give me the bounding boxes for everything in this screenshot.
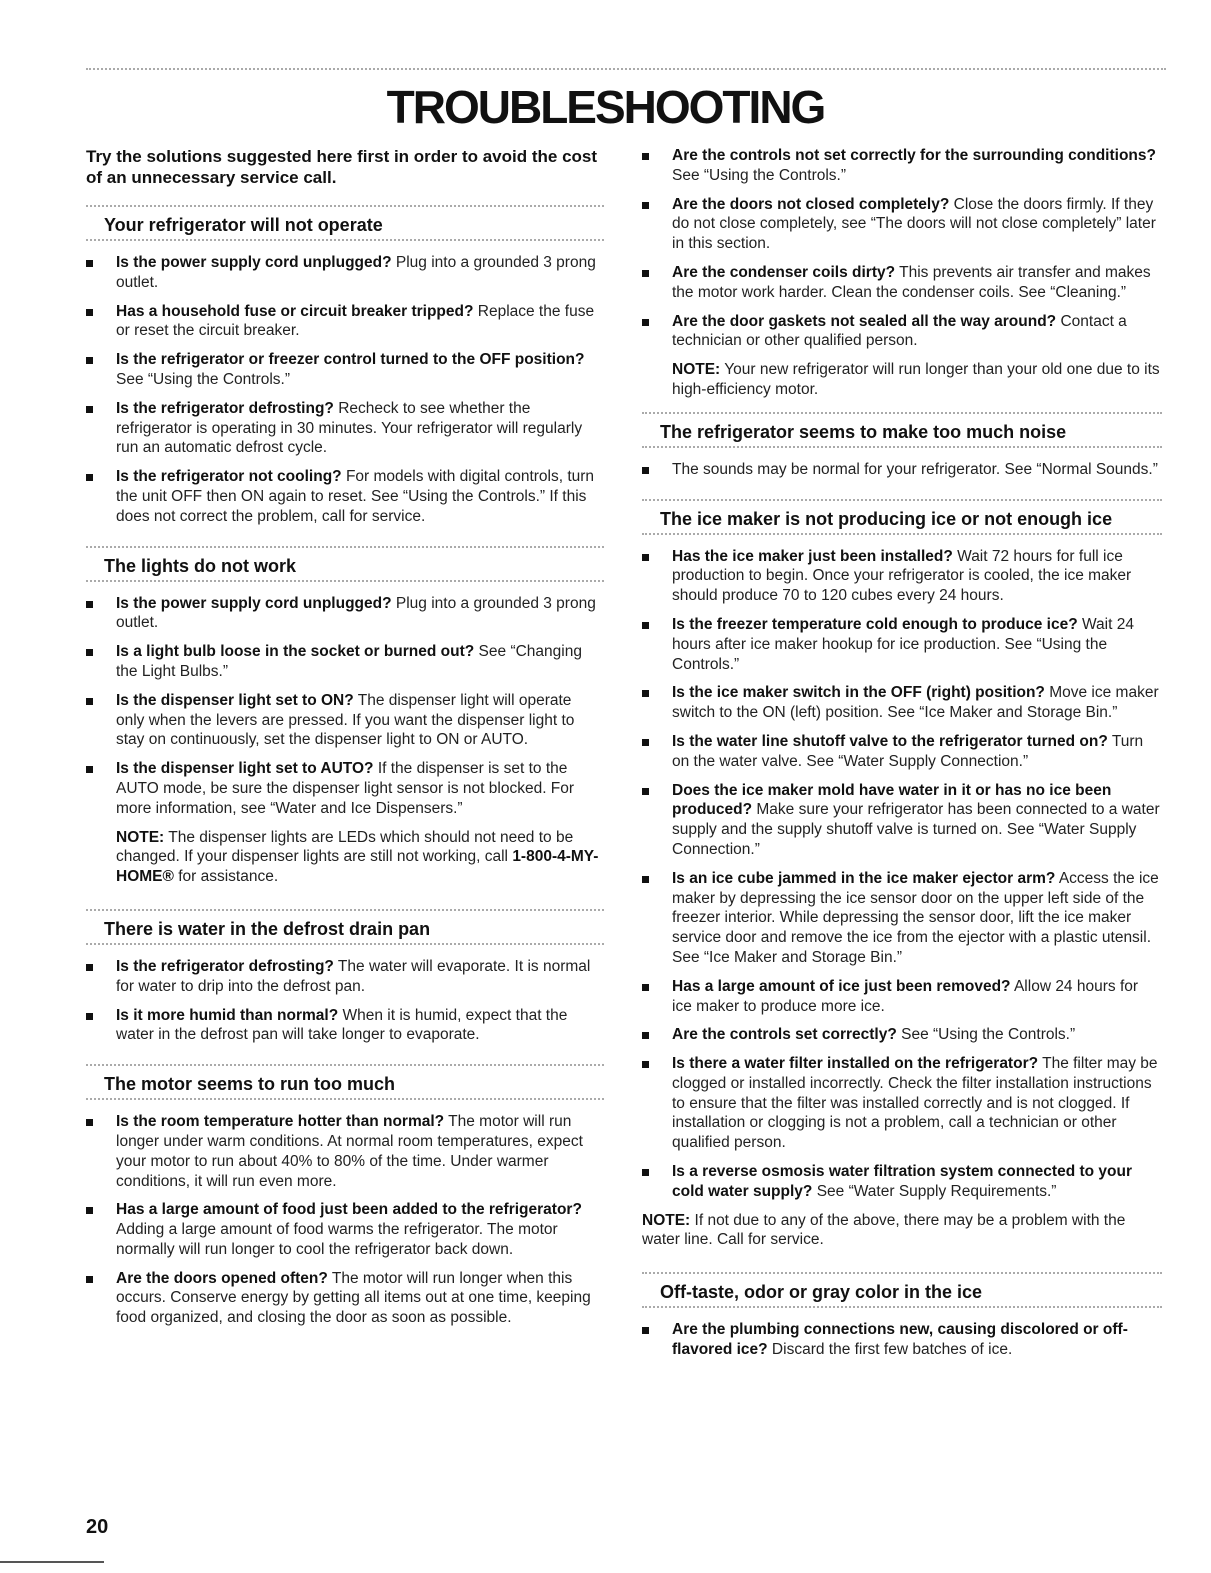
bullet-icon: [642, 467, 649, 474]
section-gap: [86, 1337, 604, 1347]
answer: The dispenser light will operate only when the levers are pressed. If you want the dispenser light to stay on continuously, set the dispenser light to ON or AUTO.: [116, 691, 575, 749]
list-item: [642, 195, 1162, 254]
bullet-icon: [642, 1032, 649, 1039]
bullet-icon: [642, 739, 649, 746]
question: Are the condenser coils dirty?: [672, 263, 896, 281]
bullet-icon: [86, 1207, 93, 1214]
question: Does the ice maker mold have water in it or has no ice been produced?: [672, 781, 1112, 819]
answer: Allow 24 hours for ice maker to produce more ice.: [672, 977, 1139, 1015]
list-item: [642, 869, 1162, 968]
troubleshoot-section: [86, 909, 604, 1064]
answer: When it is humid, expect that the water in the defrost pan will take longer to evaporate.: [116, 1006, 568, 1044]
question: Is a light bulb loose in the socket or burned out?: [116, 643, 475, 661]
bullet-icon: [642, 788, 649, 795]
answer: The sounds may be normal for your refrigerator. See “Normal Sounds.”: [672, 460, 1158, 478]
right-sections: [642, 412, 1162, 1379]
section-list: [642, 547, 1162, 1202]
section-heading: The lights do not work: [86, 546, 604, 582]
note-text-after: for assistance.: [173, 868, 279, 886]
bullet-icon: [86, 406, 93, 413]
top-divider: [86, 68, 1166, 70]
motor-note: [642, 360, 1162, 400]
bullet-icon: [642, 1169, 649, 1176]
answer: Recheck to see whether the refrigerator is operating in 30 minutes. Your refrigerator will regularly run an automatic defrost cycle.: [116, 399, 583, 457]
answer: Wait 24 hours after ice maker hookup for ice production. See “Using the Controls.”: [672, 615, 1134, 673]
list-item: [86, 957, 604, 997]
bullet-icon: [86, 260, 93, 267]
list-item: [642, 1162, 1162, 1202]
bullet-icon: [642, 622, 649, 629]
question: Is the dispenser light set to ON?: [116, 691, 354, 709]
bullet-icon: [86, 309, 93, 316]
question: Are the door gaskets not sealed all the way around?: [672, 312, 1057, 330]
section-list: [86, 594, 604, 819]
list-item: [86, 467, 604, 526]
phone-number: 1-800-4-MY-HOME®: [116, 848, 599, 886]
bullet-icon: [642, 554, 649, 561]
section-gap: [86, 536, 604, 546]
question: Is the room temperature hotter than normal?: [116, 1113, 445, 1131]
troubleshoot-section: [86, 205, 604, 546]
answer: Access the ice maker by depressing the ice sensor door on the upper left side of the freezer interior. While depressing the sensor door, lift the ice maker service door and remove the ice from the ejector with a plastic utensil. See “Ice Maker and Storage Bin.”: [672, 869, 1159, 966]
answer: This prevents air transfer and makes the motor work harder. Clean the condenser coils. See “Cleaning.”: [672, 263, 1151, 301]
list-item: [642, 460, 1162, 480]
section-heading: Off-taste, odor or gray color in the ice: [642, 1272, 1162, 1308]
bullet-icon: [86, 1276, 93, 1283]
section-list: [86, 253, 604, 527]
bullet-icon: [642, 319, 649, 326]
question: Is the ice maker switch in the OFF (right) position?: [672, 684, 1045, 702]
answer: Move ice maker switch to the ON (left) position. See “Ice Maker and Storage Bin.”: [672, 684, 1159, 722]
answer: Contact a technician or other qualified person.: [672, 312, 1127, 350]
bullet-icon: [642, 153, 649, 160]
troubleshoot-section: [642, 412, 1162, 499]
question: Is an ice cube jammed in the ice maker ejector arm?: [672, 869, 1056, 887]
section-heading: There is water in the defrost drain pan: [86, 909, 604, 945]
list-item: [642, 683, 1162, 723]
answer: Plug into a grounded 3 prong outlet.: [116, 254, 596, 291]
answer: Discard the first few batches of ice.: [767, 1341, 1013, 1359]
answer: The filter may be clogged or installed incorrectly. Check the filter installation instructions to ensure that the filter was installed correctly and is not clogged. If installation or clogging is not a problem, call a technician or other qualified person.: [672, 1055, 1158, 1152]
answer: Close the doors firmly. If they do not close completely, see “The doors will not close completely” later in this section.: [672, 195, 1156, 253]
question: Is the water line shutoff valve to the refrigerator turned on?: [672, 732, 1108, 750]
list-item: [86, 302, 604, 342]
answer: If the dispenser is set to the AUTO mode, be sure the dispenser light sensor is not blocked. For more information, see “Water and Ice Dispensers.”: [116, 760, 575, 817]
list-item: [86, 1269, 604, 1328]
answer: Turn on the water valve. See “Water Supply Connection.”: [672, 732, 1144, 770]
bullet-icon: [642, 1061, 649, 1068]
list-item: [86, 350, 604, 390]
question: Are the controls set correctly?: [672, 1026, 897, 1044]
bullet-icon: [86, 601, 93, 608]
right-column: [642, 146, 1162, 1379]
bullet-icon: [86, 698, 93, 705]
list-item: [642, 146, 1162, 186]
section-note: [642, 1211, 1162, 1251]
troubleshoot-section: [86, 1064, 604, 1347]
note-text: The dispenser lights are LEDs which should not need to be changed. If your dispenser lights are still not working, call: [116, 828, 574, 866]
left-sections: [86, 205, 604, 1347]
note-label: NOTE:: [116, 828, 165, 846]
list-item: [642, 312, 1162, 352]
question: Is a reverse osmosis water filtration system connected to your cold water supply?: [672, 1163, 1132, 1200]
bullet-icon: [642, 1327, 649, 1334]
question: Is the refrigerator defrosting?: [116, 957, 334, 975]
list-item: [642, 1320, 1162, 1360]
section-list: [86, 1112, 604, 1328]
note-label: NOTE:: [672, 361, 721, 379]
question: Are the doors not closed completely?: [672, 195, 950, 213]
list-item: [86, 642, 604, 682]
list-item: [642, 781, 1162, 860]
bullet-icon: [86, 474, 93, 481]
answer: See “Using the Controls.”: [116, 370, 291, 388]
bullet-icon: [642, 984, 649, 991]
section-gap: [642, 1369, 1162, 1379]
answer: Wait 72 hours for full ice production to begin. Once your refrigerator is cooled, the ice maker should produce 70 to 120 cubes every 24 hours.: [672, 547, 1132, 605]
list-item: [642, 263, 1162, 303]
bullet-icon: [642, 690, 649, 697]
answer: See “Using the Controls.”: [672, 166, 847, 184]
bullet-icon: [642, 876, 649, 883]
bullet-icon: [86, 964, 93, 971]
list-item: [86, 399, 604, 458]
section-heading: Your refrigerator will not operate: [86, 205, 604, 241]
question: Has a large amount of ice just been removed?: [672, 977, 1011, 995]
list-item: [86, 759, 604, 818]
section-list: [642, 1320, 1162, 1360]
section-list: [642, 460, 1162, 480]
section-gap: [642, 1262, 1162, 1272]
bullet-icon: [642, 270, 649, 277]
bullet-icon: [642, 202, 649, 209]
question: Is there a water filter installed on the refrigerator?: [672, 1055, 1039, 1073]
section-heading: The refrigerator seems to make too much noise: [642, 412, 1162, 448]
list-item: [642, 547, 1162, 606]
list-item: [86, 1112, 604, 1191]
question: Has a large amount of food just been added to the refrigerator?: [116, 1201, 582, 1219]
intro-text: Try the solutions suggested here first in order to avoid the cost of an unnecessary service call.: [86, 147, 598, 187]
section-heading: The ice maker is not producing ice or not enough ice: [642, 499, 1162, 535]
question: Is the refrigerator not cooling?: [116, 468, 342, 486]
list-item: [86, 253, 604, 293]
question: Is the freezer temperature cold enough to produce ice?: [672, 615, 1078, 633]
troubleshoot-section: [642, 499, 1162, 1273]
question: Is the refrigerator defrosting?: [116, 399, 334, 417]
answer: The motor will run longer when this occurs. Conserve energy by getting all items out at one time, keeping food organized, and closing the door as soon as possible.: [116, 1269, 591, 1327]
question: Is the refrigerator or freezer control turned to the OFF position?: [116, 351, 585, 369]
list-item: [642, 615, 1162, 674]
motor-continued-list: [642, 146, 1162, 351]
question: Are the controls not set correctly for the surrounding conditions?: [672, 147, 1156, 164]
note-label: NOTE:: [642, 1211, 691, 1229]
question: Is it more humid than normal?: [116, 1006, 339, 1024]
answer: Plug into a grounded 3 prong outlet.: [116, 594, 596, 632]
question: Is the power supply cord unplugged?: [116, 594, 392, 612]
bullet-icon: [86, 1013, 93, 1020]
list-item: [86, 594, 604, 634]
left-column: [86, 146, 604, 1347]
bullet-icon: [86, 357, 93, 364]
list-item: [86, 1006, 604, 1046]
answer: The motor will run longer under warm conditions. At normal room temperatures, expect your motor to run about 40% to 80% of the time. Under warmer conditions, it will run even more.: [116, 1113, 583, 1190]
section-note: [86, 828, 604, 887]
list-item: [642, 1054, 1162, 1153]
list-item: [642, 977, 1162, 1017]
question: Are the doors opened often?: [116, 1269, 328, 1287]
list-item: [86, 1200, 604, 1259]
question: Has a household fuse or circuit breaker tripped?: [116, 302, 474, 320]
answer: Adding a large amount of food warms the refrigerator. The motor normally will run longer to cool the refrigerator back down.: [116, 1221, 558, 1258]
list-item: [86, 691, 604, 750]
answer: The water will evaporate. It is normal for water to drip into the defrost pan.: [116, 957, 591, 995]
bullet-icon: [86, 766, 93, 773]
question: Is the dispenser light set to AUTO?: [116, 760, 374, 778]
page-title: TROUBLESHOOTING: [386, 81, 825, 133]
answer: Replace the fuse or reset the circuit breaker.: [116, 302, 595, 340]
answer: See “Using the Controls.”: [896, 1026, 1076, 1044]
bullet-icon: [86, 649, 93, 656]
troubleshoot-section: [86, 546, 604, 909]
section-gap: [86, 899, 604, 909]
section-list: [86, 957, 604, 1045]
section-gap: [642, 489, 1162, 499]
answer: Make sure your refrigerator has been connected to a water supply and the supply shutoff valve is turned on. See “Water Supply Connection.”: [672, 801, 1160, 858]
question: Is the power supply cord unplugged?: [116, 254, 392, 271]
list-item: [642, 1025, 1162, 1045]
answer: See “Water Supply Requirements.”: [812, 1182, 1057, 1200]
list-item: [642, 732, 1162, 772]
section-heading: The motor seems to run too much: [86, 1064, 604, 1100]
question: Are the plumbing connections new, causing discolored or off-flavored ice?: [672, 1321, 1128, 1359]
bottom-rule: [0, 1561, 104, 1563]
note-text: Your new refrigerator will run longer than your old one due to its high-efficiency motor.: [672, 361, 1160, 398]
answer: See “Changing the Light Bulbs.”: [116, 643, 582, 680]
answer: For models with digital controls, turn the unit OFF then ON again to reset. See “Using the Controls.” If this does not correct the problem, call for service.: [116, 468, 595, 525]
troubleshoot-section: [642, 1272, 1162, 1379]
section-gap: [86, 1054, 604, 1064]
page-number: 20: [86, 1516, 109, 1538]
bullet-icon: [86, 1119, 93, 1126]
note-text: If not due to any of the above, there may be a problem with the water line. Call for service.: [642, 1211, 1126, 1249]
question: Has the ice maker just been installed?: [672, 547, 953, 565]
